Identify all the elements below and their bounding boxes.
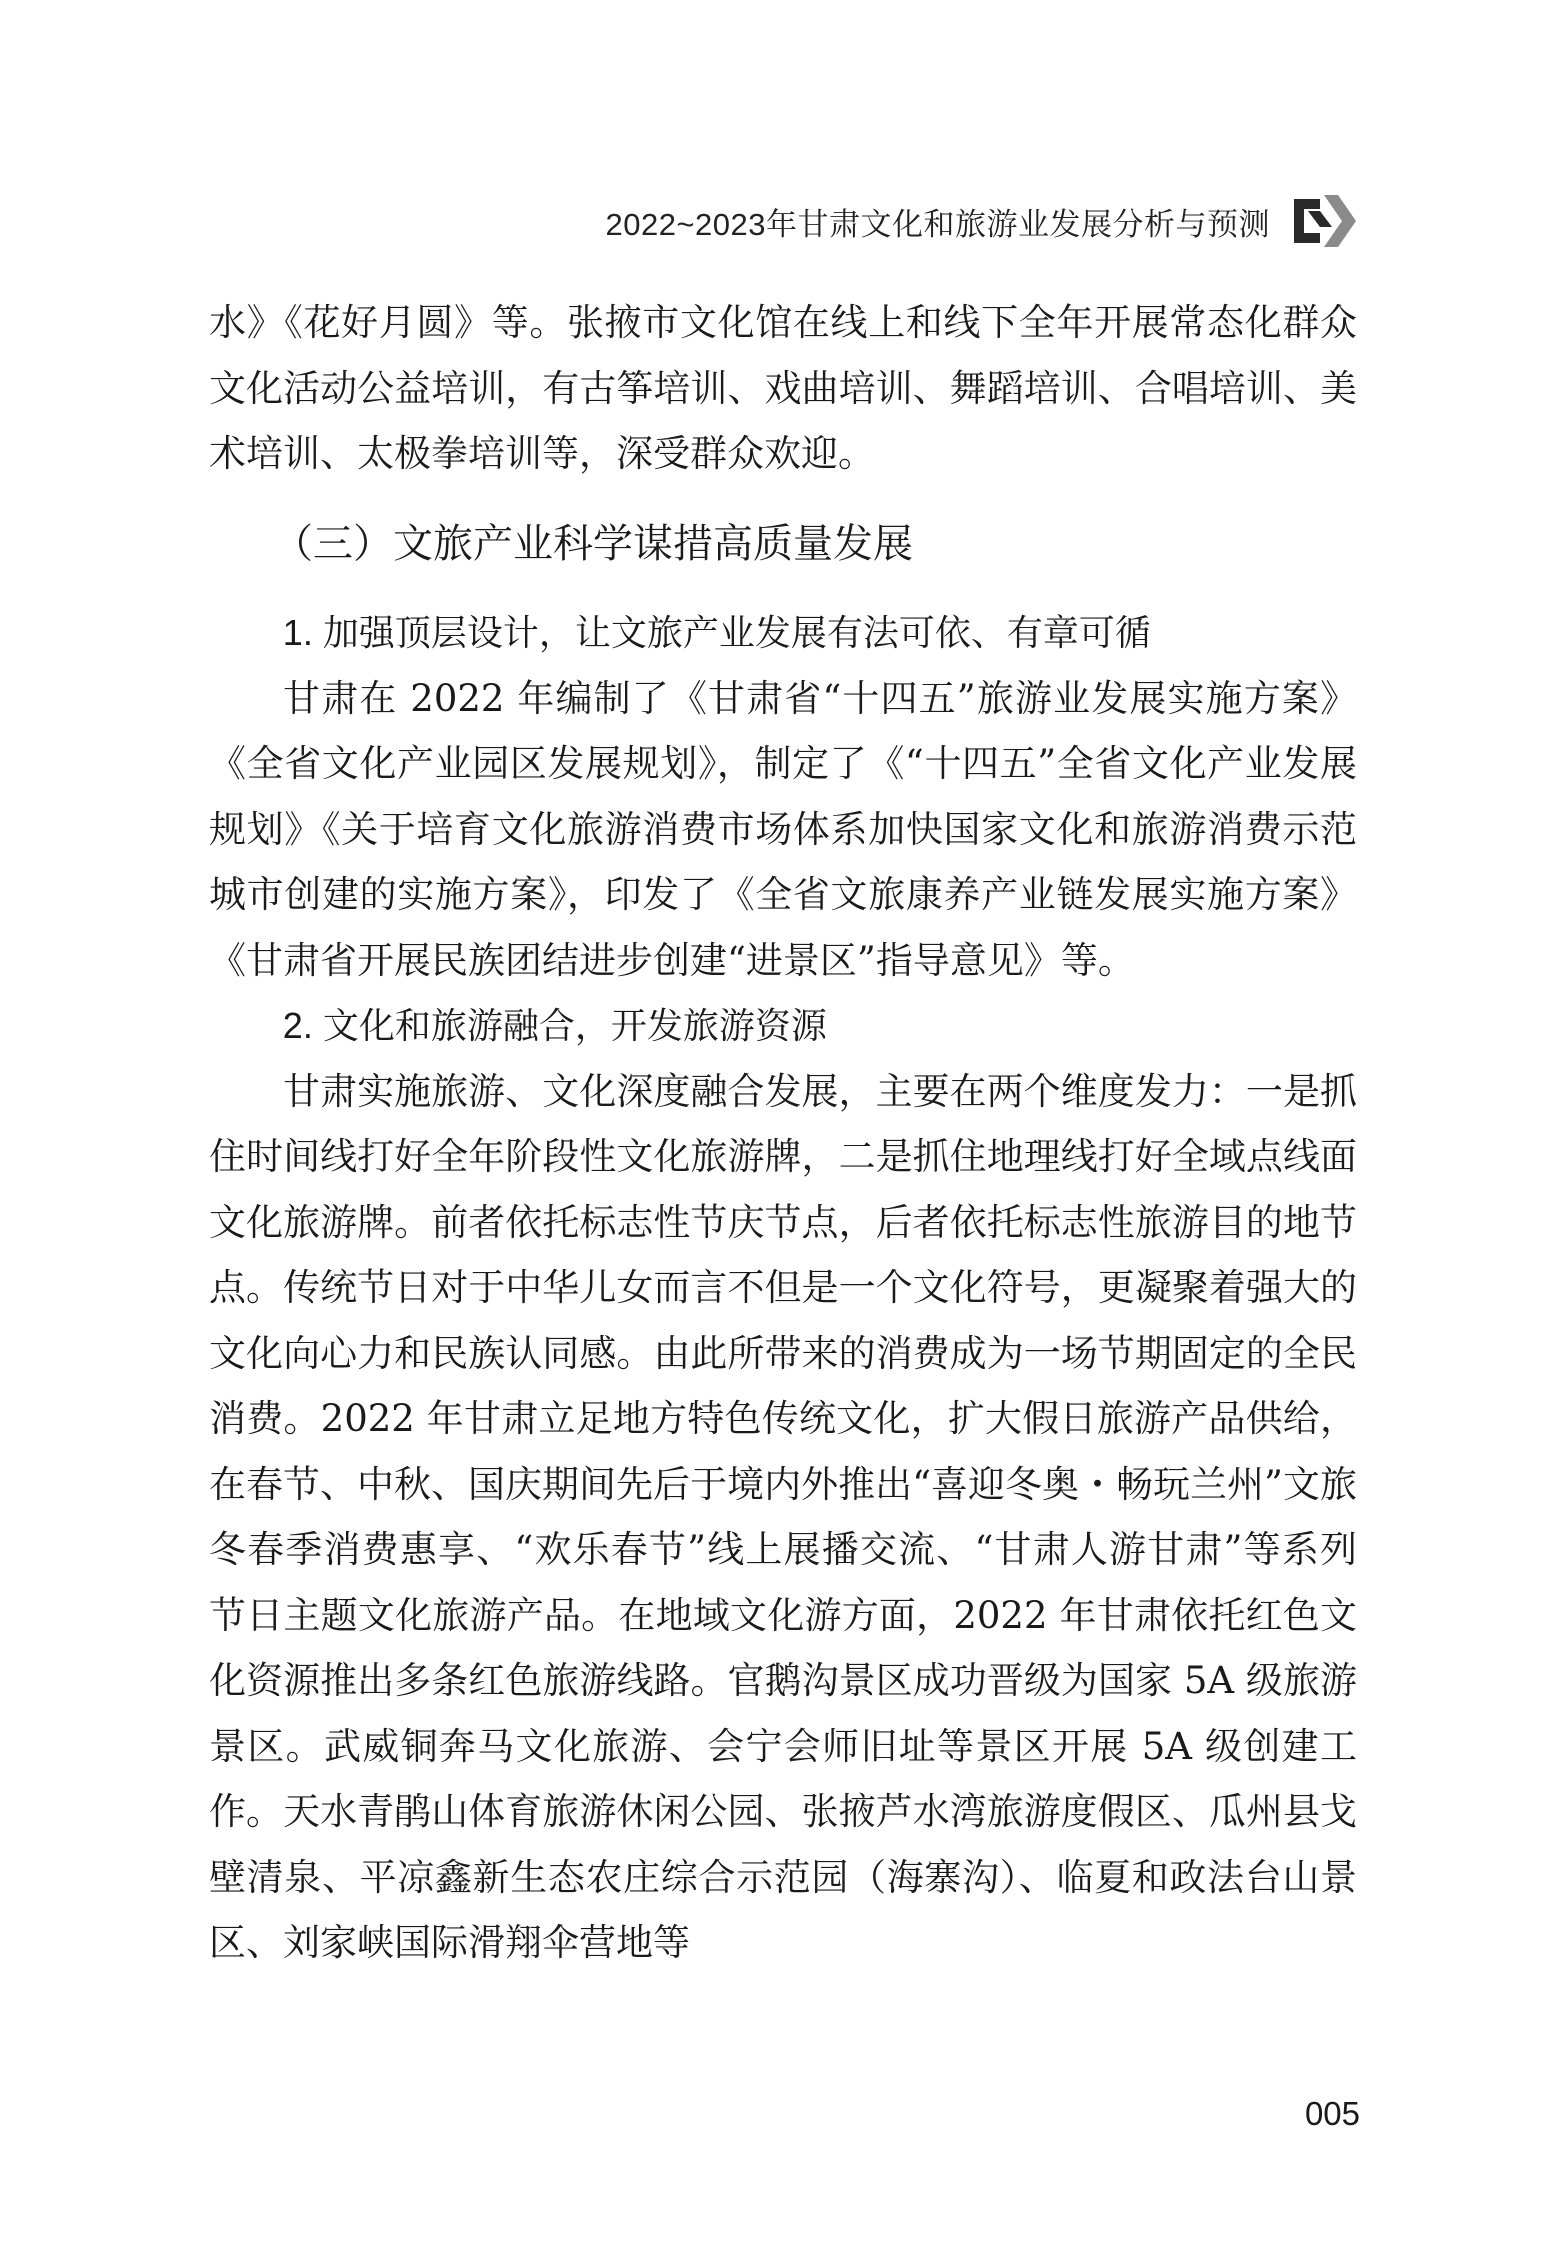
paragraph-tourism-development: 甘肃实施旅游、文化深度融合发展，主要在两个维度发力：一是抓住时间线打好全年阶段性文化旅游牌，二是抓住地理线打好全域点线面文化旅游牌。前者依托标志性节庆节点，后者依托标志性旅游目的地节点。传统节日对于中华儿女而言不但是一个文化符号，更凝聚着强大的文化向心力和民族认同感。由此所带来的消费成为一场节期固定的全民消费。2022 年甘肃立足地方特色传统文化，扩大假日旅游产品供给，在春节、中秋、国庆期间先后于境内外推出“喜迎冬奥・畅玩兰州”文旅冬春季消费惠享、“欢乐春节”线上展播交流、“甘肃人游甘肃”等系列节日主题文化旅游产品。在地域文化游方面，2022 年甘肃依托红色文化资源推出多条红色旅游线路。官鹅沟景区成功晋级为国家 5A 级旅游景区。武威铜奔马文化旅游、会宁会师旧址等景区开展 5A 级创建工作。天水青鹃山体育旅游休闲公园、张掖芦水湾旅游度假区、瓜州县戈壁清泉、平凉鑫新生态农庄综合示范园（海寨沟）、临夏和政法台山景区、刘家峡国际滑翔伞营地等 xyxy=(209,1069,1357,1964)
running-header-title: 2022~2023年甘肃文化和旅游业发展分析与预测 xyxy=(605,206,1270,242)
subheading-top-level-design: 1. 加强顶层设计，让文旅产业发展有法可依、有章可循 xyxy=(282,612,1151,653)
page-body xyxy=(209,290,1357,1976)
page-number: 005 xyxy=(1304,2095,1360,2132)
running-header xyxy=(605,186,1360,256)
paragraph-continuation: 水》《花好月圆》等。张掖市文化馆在线上和线下全年开展常态化群众文化活动公益培训，有古筝培训、戏曲培训、舞蹈培训、合唱培训、美术培训、太极拳培训等，深受群众欢迎。 xyxy=(209,301,1357,475)
arrow-bracket-icon xyxy=(1290,191,1360,251)
section-heading: （三）文旅产业科学谋措高质量发展 xyxy=(273,521,913,566)
paragraph-policy-plans: 甘肃在 2022 年编制了《甘肃省“十四五”旅游业发展实施方案》《全省文化产业园区发展规划》，制定了《“十四五”全省文化产业发展规划》《关于培育文化旅游消费市场体系加快国家文化和旅游消费示范城市创建的实施方案》，印发了《全省文旅康养产业链发展实施方案》《甘肃省开展民族团结进步创建“进景区”指导意见》等。 xyxy=(209,676,1357,982)
subheading-culture-tourism-fusion: 2. 文化和旅游融合，开发旅游资源 xyxy=(282,1005,827,1046)
